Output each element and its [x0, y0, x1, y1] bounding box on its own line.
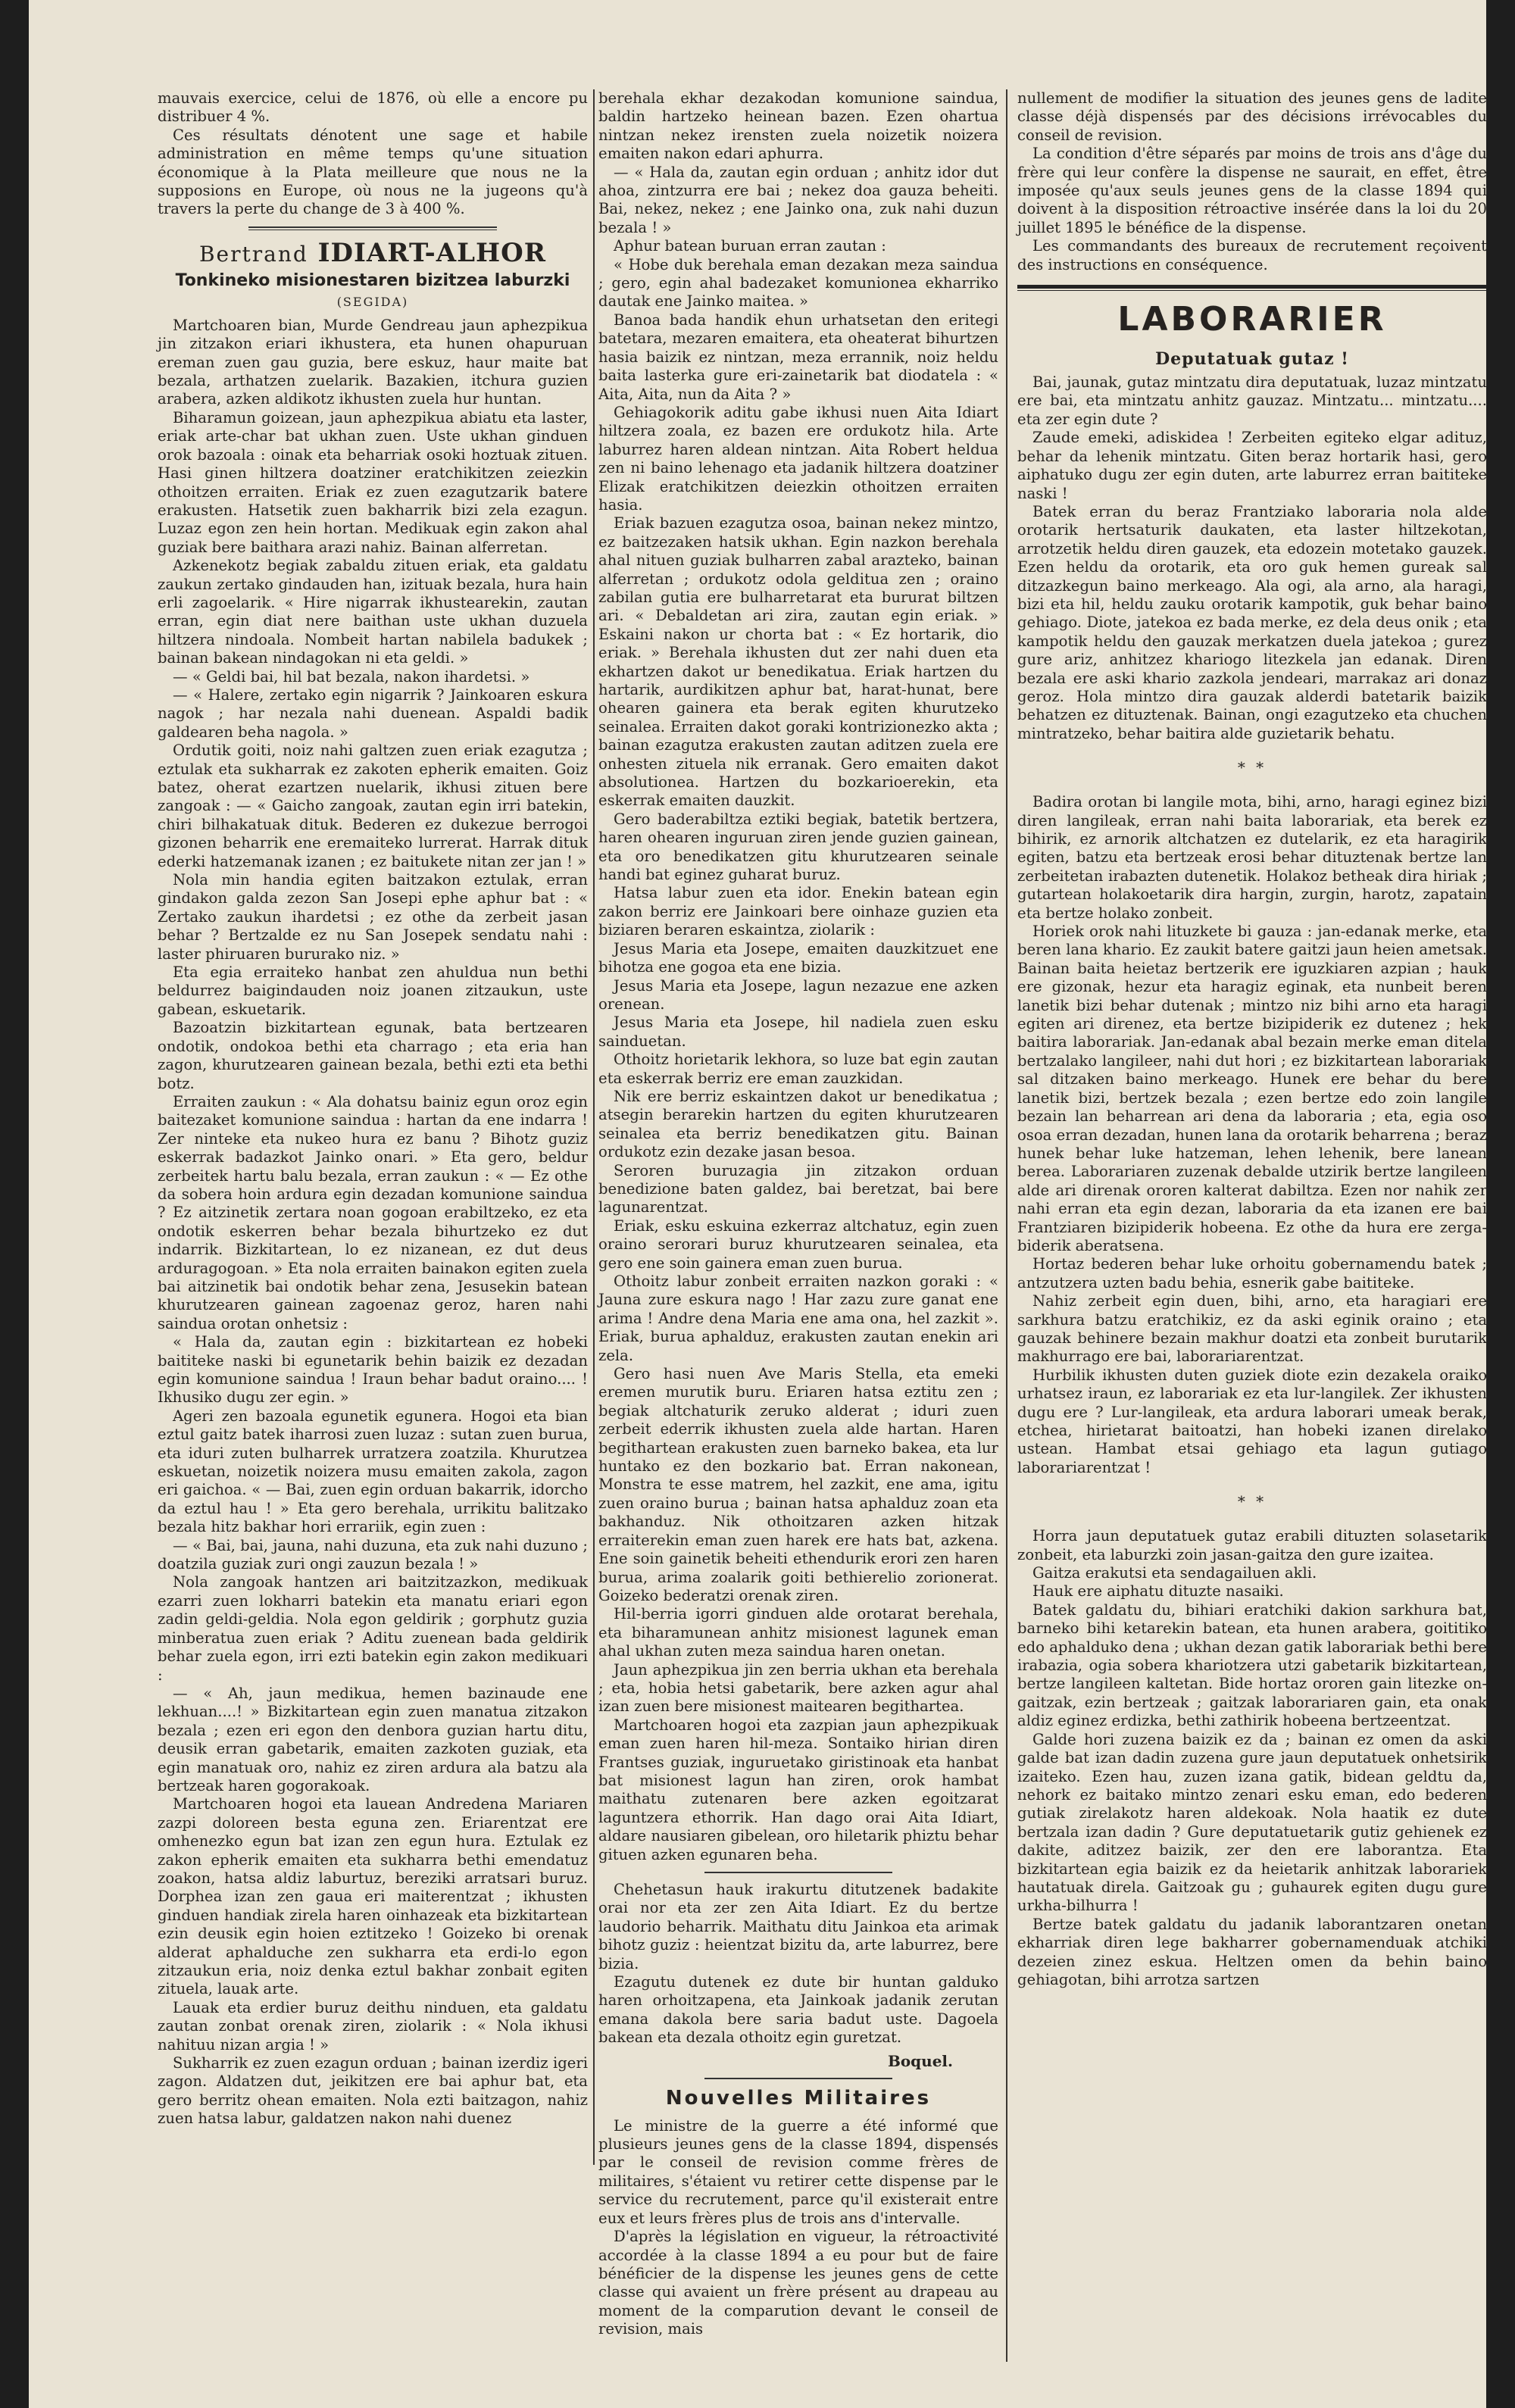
paragraph: Batek erran du beraz Frantziako laboraria nola alde orotarik hertsaturik daukaten, eta laster hiltzekotan, arrotzetik heldu diren gauzek, eta edozein motetako gauzek. Ezen heldu da orotarik, eta oro guk hemen gureak sal ditzazkegun baino merkeago. Ala ogi, ala arno, ala haragi, bizi eta hil, heldu zauku orotarik kampotik, guk behar baino gehiago. Diote, jatekoa ez bada merke, ez dela deus onik ; eta kampotik heldu den gauzak merkatzen duela jatekoa ; gurez gure ariz, anhitzez khariogo litezkela jan edanak. Diren bezala ere aski khario zazkola jendeari, marrakaz ari donaz geroz. Hola mintzo dira gauzak alderdi batetarik baizik behatzen ez dituztenak. Bainan, ongi ezagutzeko eta chuchen mintratzeko, behar baitira alde guzietarik behatu. [1017, 502, 1487, 742]
paragraph: Chehetasun hauk irakurtu ditutzenek badakite orai nor eta zer zen Aita Idiart. Ez du bertze laudorio beharrik. Maithatu ditu Jainkoa eta arimak bihotz guziz : heientzat bizitu da, arte laburrez, bere bizia. [598, 1881, 998, 1972]
paragraph: Hatsa labur zuen eta idor. Enekin batean egin zakon berriz ere Jainkoari bere oinhaze guzien eta biziaren beraren eskaintza, ziolarik : [598, 884, 998, 939]
article-subtitle: Deputatuak gutaz ! [1155, 349, 1349, 370]
column-left [158, 89, 588, 2128]
paragraph: Bai, jaunak, gutaz mintzatu dira deputatuak, luzaz mintzatu ere bai, eta mintzatu anhitz gauzaz. Mintzatu... mintzatu.... eta zer egin dute ? [1017, 373, 1487, 428]
section-stars: * * [1237, 758, 1267, 777]
paragraph: Azkenekotz begiak zabaldu zituen eriak, eta galdatu zaukun zertako gindauden han, izituak bezala, hura hain erli zagoelarik. « Hire nigarrak ikhustearekin, zautan erran, egin diat nere baithan uste ukhan duzuela hiltzera nindoala. Nombeit hartan nabilela badukek ; bainan bakean nindagokan ni eta geldi. » [158, 557, 588, 667]
paragraph: Horiek orok nahi lituzkete bi gauza : jan-edanak merke, eta beren lana khario. Ez zaukit batere gaitzi jaun heien ametsak. Bainan baita heietaz bertzerik ere iguzkiaren azpian ; hauk ere gizonak, hezur eta haragiz eginak, eta nunbeit beren lanetik bizi behar dutenak ; mintzo niz bihi arno eta haragi egiten ari direnez, eta bertze bizipiderik ez dutenez ; hek baitira laborariak. Jan-edanak abal bezain merke eman ditela bertzalako langileer, nahi dut hori ; ez bizkitartean laborariak sal ditzaken baino merkeago. Hunek ere behar du bere lanetik bizi, bertzek bezala ; ezen bertze edo zoin langile bezain lan beharrean ari dena da laboraria ; eta, egia oso osoa erran dezadan, hunen lana da orotarik beharrena ; beraz hunek behar luke hatzeman, lehen lehenik, bere lanean berea. Laborariaren zuzenak debalde utzirik bertze langileen alde ari direnak ororen kalterat dabiltza. Ezen nor nahik zer nahi erran eta egin dezan, laboraria da eta izanen ere bai Frantziaren bizipiderik hobeena. Ez othe da hura ere zerga-biderik aberatsena. [1017, 923, 1487, 1254]
paragraph: Ezagutu dutenek ez dute bir huntan galduko haren orhoitzapena, eta Jainkoak jadanik zerutan emana dakola bere saria badut uste. Dagoela bakean eta dezala othoitz egin guretzat. [598, 1973, 998, 2047]
paragraph: — « Ah, jaun medikua, hemen bazinaude ene lekhuan....! » Bizkitartean egin zuen manatua zitzakon bezala ; ezen eri egon den denbora guzian hartu ditu, deusik erran gabetarik, emaiten zazkoten guziak, eta egin manatuak oro, nahiz ez ziren ardura ala batzu ala bertzeak haren gogorakoak. [158, 1684, 588, 1794]
paragraph: Nola min handia egiten baitzakon eztulak, erran gindakon galda zezon San Josepi ephe aphur bat : « Zertako zaukun ihardetsi ; ez othe da zerbeit jasan behar ? Bertzalde ez nu San Josepek sendatu nahi : laster phiruaren bururako niz. » [158, 871, 588, 963]
paragraph: Eta egia erraiteko hanbat zen ahuldua nun bethi beldurrez baigindauden noiz joanen zitzaukun, uste gabean, eskuetarik. [158, 964, 588, 1018]
paragraph: Hauk ere aiphatu dituzte nasaiki. [1032, 1582, 1284, 1601]
paragraph: Seroren buruzagia jin zitzakon orduan benedizione baten galdez, bai beretzat, bai bere lagunarentzat. [598, 1161, 998, 1216]
paragraph: Erraiten zaukun : « Ala dohatsu bainiz egun oroz egin baitezaket komunione saindua : hartan da ene indarra ! Zer ninteke eta nukeo hura ez banu ? Bihotz guziz eskerrak badazkot Jainko onari. » Eta gero, beldur zerbeitek hartu balu bezala, erran zaukun : « — Ez othe da sobera hoin ardura egin dezadan komunione saindua ? Ez aitzinetik zertara noan gogoan erabiltzeko, ez eta ondotik eskerren behar bezala bihurtzeko ez dut indarrik. Bizkitartean, lo ez nizanean, ez dut deus arduragogoan. » Eta nola erraiten bainakon egiten zuela bai aitzinetik bai ondotik behar zena, Jesusekin batean khurutzearen gainean zagoenaz geroz, haren nahi saindua orotan onhetsiz : [158, 1092, 588, 1332]
paragraph: Horra jaun deputatuek gutaz erabili dituzten solasetarik zonbeit, eta laburzki zoin jasan-gaitza den gure izaitea. [1017, 1527, 1487, 1563]
militaires-body-continued [1017, 89, 1487, 274]
intro-block [158, 89, 588, 219]
closing-note [598, 1881, 998, 2070]
paragraph: Les commandants des bureaux de recrutement reçoivent des instructions en conséquence. [1017, 237, 1487, 273]
paragraph: berehala ekhar dezakodan komunione saindua, baldin hartzeko heinean bazen. Ezen ohartua nintzan nekez irensten zuela noizetik noizera emaiten nakon edari aphurra. [598, 89, 998, 163]
paragraph: Bertze batek galdatu du jadanik laborantzaren onetan ekharriak diren lege bakharrer gobernamenduak atchiki dezeien zinez eskua. Heltzen omen da behin baino gehiagotan, bihi arrotza sartzen [1017, 1915, 1487, 1988]
paragraph: Badira orotan bi langile mota, bihi, arno, haragi eginez bizi diren langileak, erran nahi baita laborariak, eta berek ez bihirik, ez arnorik altchatzen ez dutelarik, ez eta haragirik egiten, batzu eta bertzeak erosi behar dituztenak bertze lan zerbeitetan irabazten dutenetik. Holakoz betheak dira hiriak ; gutartean holakoetarik dira hargin, zurgin, harotz, zapatain eta bertze holako zonbeit. [1017, 793, 1487, 922]
paragraph: Martchoaren hogoi eta lauean Andredena Mariaren zazpi doloreen besta eguna zen. Eriarentzat ere omhenezko egun bat izan zen egun hura. Eztulak ez zakon epherik emaiten eta sukharra bethi emendatuz zoakon, hatsa aldiz laburtuz, bereziki arratsari buruz. Dorphea izan zen gaua eri maiterentzat ; ikhusten ginduen handiak zirela haren oinhazeak eta bizkitartean ezin deusik egin hoien eztitzeko ! Goizeko bi orenak alderat aphalduche zen sukharra eta erdi-lo egon zitzaukun eria, noiz denka eztul bakhar zonbait egiten zituela, lauak arte. [158, 1795, 588, 1998]
section-title-laborarier: LABORARIER [1117, 300, 1387, 339]
paragraph: Othoitz labur zonbeit erraiten nazkon goraki : « Jauna zure eskura nago ! Har zazu zure ganat ene arima ! Andre dena Maria ene ama ona, hel zazkit ». Eriak, burua aphalduz, erakusten zautan enekin ari zela. [598, 1273, 998, 1364]
paragraph: Ces résultats dénotent une sage et habile administration en même temps qu'une situation économique à la Plata meilleure que nous ne la supposions en Europe, où nous ne la jugeons qu'à travers la perte du change de 3 à 400 %. [158, 126, 588, 218]
paragraph: Gaitza erakutsi eta sendagailuen akli. [1032, 1564, 1317, 1582]
paragraph: — « Bai, bai, jauna, nahi duzuna, eta zuk nahi duzuno ; doatzila guziak zuri ongi zauzun bezala ! » [158, 1536, 588, 1573]
paragraph: Galde hori zuzena baizik ez da ; bainan ez omen da aski galde bat izan dadin zuzena gure jaun deputatuek onhetsirik izaiteko. Ezen hau, zuzen izana gatik, bidean geldtu da, nehork ez baitako mintzo zenari esku eman, edo bederen gutiak zirelakotz haren aldekoak. Nola haatik ez dute bertzala izan dadin ? Gure deputatuetarik gutiz gehienek ez dakite, aditzez baizik, zer den ere laborantza. Eta bizkitartean egia baizik ez da heietarik anhitzak laborariek hautatuak direla. Gaitzoak gu ; guhaurek egiten dugu gure urkha-bilhurra ! [1017, 1730, 1487, 1915]
paragraph: — « Hala da, zautan egin orduan ; anhitz idor dut ahoa, zintzurra ere bai ; nekez doa gauza beheiti. Bai, nekez, nekez ; ene Jainko ona, zuk nahi duzun bezala ! » [598, 163, 998, 236]
paragraph: Hortaz bederen behar luke orhoitu gobernamendu batek ; antzutzera uzten badu behia, esnerik gabe baititeke. [1017, 1255, 1487, 1291]
paragraph: mauvais exercice, celui de 1876, où elle a encore pu distribuer 4 %. [158, 89, 588, 126]
paragraph: Nik ere berriz eskaintzen dakot ur benedikatua ; atsegin berarekin hartzen du egiten khurutzearen seinalea eta berriz benedikatzen gitu. Bainan ordukotz ezin dezake jasan besoa. [598, 1087, 998, 1161]
paragraph: Eriak bazuen ezagutza osoa, bainan nekez mintzo, ez baitzezaken hatsik ukhan. Egin nazkon berehala ahal nituen guziak bulharren zabal arazteko, bainan alferretan ; ordukotz odola gelditua zen ; oraino zabilan gutia ere bulharretarat eta bururat biltzen ari. « Debaldetan ari zira, zautan egin eriak. » Eskaini nakon ur chorta bat : « Ez hortarik, dio eriak. » Berehala ikhusten dut zer nahi duen eta ekhartzen dakot ur benedikatua. Eriak hartzen du hartarik, aurdikitzen aphur bat, harat-hunat, bere ohearen gainera eta berak egiten khurutzeko seinalea. Erraiten dakot goraki kontrizionezko akta ; bainan ezagutza erakusten zautan aditzen zuela ere onhesten zituela nik erranak. Gero emaiten dakot absolutionea. Hartzen du bozkarioerekin, eta eskerrak emaiten dauzkit. [598, 514, 998, 810]
labor-body-3 [1017, 1527, 1487, 1989]
paragraph: Batek galdatu du, bihiari eratchiki dakion sarkhura bat, barneko bihi ketarekin batean, eta hunen arabera, goititiko edo aphalduko dena ; ukhan dezan gatik laborariak bethi bere irabazia, ogia sobera khariotzera utzi gabetarik bizkitartean, bertze langileen kaltetan. Bide hortaz ororen gain litezke on-gaitzak, ezin bertzeak ; gaitzak laborariaren gain, eta onak aldiz eginez erdizka, bethi zathirik hobeena bertzeentzat. [1017, 1601, 1487, 1730]
paragraph: Bazoatzin bizkitartean egunak, bata bertzearen ondotik, ondokoa bethi eta charrago ; eta eria han zagon, khurutzearen gainean bezala, bethi ezti eta bethi botz. [158, 1019, 588, 1092]
paragraph: — « Geldi bai, hil bat bezala, nakon ihardetsi. » [173, 667, 530, 686]
paragraph: Eriak, esku eskuina ezkerraz altchatuz, egin zuen oraino serorari buruz khurutzearen seinalea, eta gero ene soin gainera eman zuen burua. [598, 1216, 998, 1272]
paragraph: Hurbilik ikhusten duten guziek diote ezin dezakela oraiko urhatsez iraun, ez laborariak ez eta lur-langilek. Zer ikhusten dugu ere ? Lur-langileak, eta ardura laborari umeak berak, etchea, hirietarat baitoatzi, han hobeki izanen direlako ustean. Hambat etsai gehiago eta lagun gutiago laborariarentzat ! [1017, 1366, 1487, 1476]
article-body [158, 317, 588, 2128]
paragraph: Jaun aphezpikua jin zen berria ukhan eta berehala ; eta, hobia hetsi gabetarik, bere azken agur ahal izan zuen bere misionest maitearen begithartea. [598, 1660, 998, 1716]
paragraph: Aphur batean buruan erran zautan : [614, 237, 886, 255]
paragraph: Biharamun goizean, jaun aphezpikua abiatu eta laster, eriak arte-char bat ukhan zuen. Uste ukhan ginduen orok bazoala : oinak eta beharriak osoki hoztuak zituen. Hasi ginen hiltzera doatziner eratchikitzen zeiezkin othoitzen erraiten. Eriak ez zuen ezagutzarik batere erakusten. Hatsetik zuen bakharrik bizi zela ezagun. Luzaz egon zen hein hortan. Medikuak egin zakon ahal guziak bere baithara arazi nahiz. Bainan alferretan. [158, 408, 588, 556]
paragraph: Gero baderabiltza eztiki begiak, batetik bertzera, haren ohearen inguruan ziren jende guzien gainean, eta oro benedikatzen gitu khurutzearen seinale handi bat eginez guharat buruz. [598, 810, 998, 884]
paragraph: Gehiagokorik aditu gabe ikhusi nuen Aita Idiart hiltzera zoala, ez bazen ere ordukotz hila. Arte laburrez haren aldean nintzan. Aita Robert heldua zen ni baino lehenago eta jadanik hiltzera doatziner Elizak eratchikitzen deiezkin othoitzen erraiten hasia. [598, 403, 998, 514]
column-rule [1006, 89, 1007, 2362]
paragraph: La condition d'être séparés par moins de trois ans d'âge du frère qui leur confère la dispense ne saurait, en effet, être imposée qu'aux seuls jeunes gens de la classe 1894 qui doivent à la disposition rétroactive insérée dans la loi du 20 juillet 1895 le bénéfice de la dispense. [1017, 145, 1487, 236]
column-rule [593, 89, 595, 2165]
paragraph: « Hobe duk berehala eman dezakan meza saindua ; gero, egin ahal badezaket komunionea ekharriko dautak ene Jainko maitea. » [598, 255, 998, 311]
paragraph: Jesus Maria eta Josepe, hil nadiela zuen esku sainduetan. [598, 1013, 998, 1050]
signature: Boquel. [887, 2051, 953, 2070]
newspaper-page [29, 0, 1486, 2408]
separator [704, 2078, 892, 2079]
article-body-continued [598, 89, 998, 1864]
paragraph: Gero hasi nuen Ave Maris Stella, eta emeki eremen murutik buru. Eriaren hatsa eztitu zen ; begiak altchaturik zeruko alderat ; iduri zuen zerbeit ederrik ikhusten zuela alde hartan. Haren begithartean erakusten zuen barneko bakea, eta lur huntako ez den bozkario bat. Erran nakonean, Monstra te esse matrem, hel zazkit, ene ama, igitu zuen oraino burua ; bainan hatsa aphalduz zoan eta bakhanduz. Nik othoitzaren azken hitzak erraiterekin eman zuen harek ere hats bat, azkena. Ene soin gainetik beheiti ethendurik erori zen haren burua, arima zoalarik goiti bethierelio zorionerat. Goizeko bederatzi orenak ziren. [598, 1365, 998, 1604]
paragraph: Martchoaren hogoi eta zazpian jaun aphezpikuak eman zuen haren hil-meza. Sontaiko hirian diren Frantses guziak, inguruetako giristinoak eta hanbat bat misionest lagun han ziren, orok hambat maithatu zutenaren bere azken egoitzarat laguntzera ethorrik. Han dago orai Aita Idiart, aldare nausiaren gibelean, oro hiletarik phiztu behar gituen azken egunaren beha. [598, 1716, 998, 1863]
separator [1017, 285, 1487, 291]
paragraph: Le ministre de la guerre a été informé que plusieurs jeunes gens de la classe 1894, dispensés par le conseil de revision comme frères de militaires, s'étaient vu retirer cette dispense par le service du recrutement, parce qu'il existerait entre eux et leurs frères plus de trois ans d'intervalle. [598, 2116, 998, 2227]
separator [704, 1872, 892, 1873]
paragraph: Hil-berria igorri ginduen alde orotarat berehala, eta biharamunean anhitz misionest lagunek eman ahal ukhan zuten meza saindua haren onetan. [598, 1605, 998, 1660]
column-middle [598, 89, 998, 2339]
separator [248, 226, 497, 230]
paragraph: Nola zangoak hantzen ari baitzitzazkon, medikuak ezarri zuen lokharri batekin eta manatu eriari egon zadin geldi-geldia. Nola egon geldirik ; gorphutz guzia minberatua zuen eriak ? Aditu zuenean bada geldirik behar zuela egon, irri ezti batekin egin zakon medikuari : [158, 1573, 588, 1684]
column-right [1017, 89, 1487, 1989]
paragraph: Ageri zen bazoala egunetik egunera. Hogoi eta bian eztul gaitz batek iharrosi zuen luzaz : sutan zuen burua, eta iduri zuten bulharrek urratzera zoatzila. Khurutzea eskuetan, noizetik noizera musu emaiten zakola, zagon eri gaichoa. « — Bai, zuen egin orduan bakarrik, idorcho da eztul hau ! » Eta gero berehala, urrikitu balitzako bezala hitz bakhar hori errariik, egin zuen : [158, 1407, 588, 1536]
paragraph: Ordutik goiti, noiz nahi galtzen zuen eriak ezagutza ; eztulak eta sukharrak ez zakoten epherik emaiten. Goiz batez, oherat ezartzen nuelarik, ikhusi zituen bere zangoak : — « Gaicho zangoak, zautan egin irri batekin, chiri bilhakatuak dituk. Bederen ez dukezue berrogoi gizonen beharrik ene eremaiteko lurrerat. Harrak dituk ederki hatzemanak izanen ; ez baitukete nitan zer jan ! » [158, 742, 588, 870]
article-subtitle: Tonkineko misionestaren bizitzea laburzki [175, 270, 570, 290]
article-title [158, 238, 588, 268]
article-title-name: IDIART-ALHOR [317, 237, 547, 268]
continued-label: (SEGIDA) [336, 294, 409, 309]
labor-body-2 [1017, 793, 1487, 1477]
section-stars: * * [1237, 1492, 1267, 1511]
article-title-first: Bertrand [198, 241, 308, 267]
paragraph: Jesus Maria eta Josepe, lagun nezazue ene azken orenean. [598, 976, 998, 1013]
paragraph: nullement de modifier la situation des jeunes gens de ladite classe déjà dispensés par des décisions irrévocables du conseil de revision. [1017, 89, 1487, 144]
paragraph: « Hala da, zautan egin : bizkitartean ez hobeki baititeke naski bi egunetarik behin baizik ez dezadan egin komunione saindua ! Iraun behar badut oraino.... ! Ikhusiko dugu zer egin. » [158, 1333, 588, 1407]
paragraph: D'après la législation en vigueur, la rétroactivité accordée à la classe 1894 a eu pour but de faire bénéficier de la dispense les jeunes gens de cette classe qui avaient un frère présent au drapeau au moment de la comparution devant le conseil de revision, mais [598, 2228, 998, 2338]
labor-body [1017, 373, 1487, 743]
militaires-body [598, 2117, 998, 2339]
paragraph: Banoa bada handik ehun urhatsetan den eritegi batetara, mezaren emaitera, eta oheaterat bihurtzen hasia baizik ez nintzan, meza errannik, noiz heldu baita lasterka gure eri-zainetarik bat diodatela : « Aita, Aita, nun da Aita ? » [598, 311, 998, 403]
paragraph: Nahiz zerbeit egin duen, bihi, arno, eta haragiari ere sarkhura batzu eratchikiz, ez da aski eginik oraino ; eta gauzak behinere bezain makhur doatzi eta zonbeit burutarik makhurrago ere bai, laborariarentzat. [1017, 1292, 1487, 1366]
paragraph: Othoitz horietarik lekhora, so luze bat egin zautan eta eskerrak berriz ere eman zauzkidan. [598, 1051, 998, 1087]
section-title-militaires: Nouvelles Militaires [665, 2086, 932, 2110]
paragraph: Martchoaren bian, Murde Gendreau jaun aphezpikua jin zitzakon eriari ikhustera, eta hunen ohapuruan ereman zuen gau guzia, bere eskuz, haur maite bat bezala, arthatzen zuelarik. Bazakien, itchura guzien arabera, azken aldikotz ikhusten zuela hur huntan. [158, 316, 588, 408]
paragraph: Jesus Maria eta Josepe, emaiten dauzkitzuet ene bihotza ene gogoa eta ene bizia. [598, 939, 998, 976]
paragraph: Sukharrik ez zuen ezagun orduan ; bainan izerdiz igeri zagon. Aldatzen dut, jeikitzen ere bai aphur bat, eta gero berritz ohean emaiten. Nola ezti baitzagon, nahiz zuen hatsa labur, galdatzen nakon nahi duenez [158, 2054, 588, 2128]
paragraph: — « Halere, zertako egin nigarrik ? Jainkoaren eskura nagok ; har nezala nahi duenean. Aspaldi badik galdearen beha nagola. » [158, 686, 588, 741]
paragraph: Zaude emeki, adiskidea ! Zerbeiten egiteko elgar adituz, behar da lehenik mintzatu. Giten beraz hortarik hasi, gero aiphatuko dugu zer egin duten, arte laburrez erran baititeke naski ! [1017, 429, 1487, 502]
paragraph: Lauak eta erdier buruz deithu ninduen, eta galdatu zautan zonbat orenak ziren, ziolarik : « Nola ikhusi nahituu nizan argia ! » [158, 1998, 588, 2054]
